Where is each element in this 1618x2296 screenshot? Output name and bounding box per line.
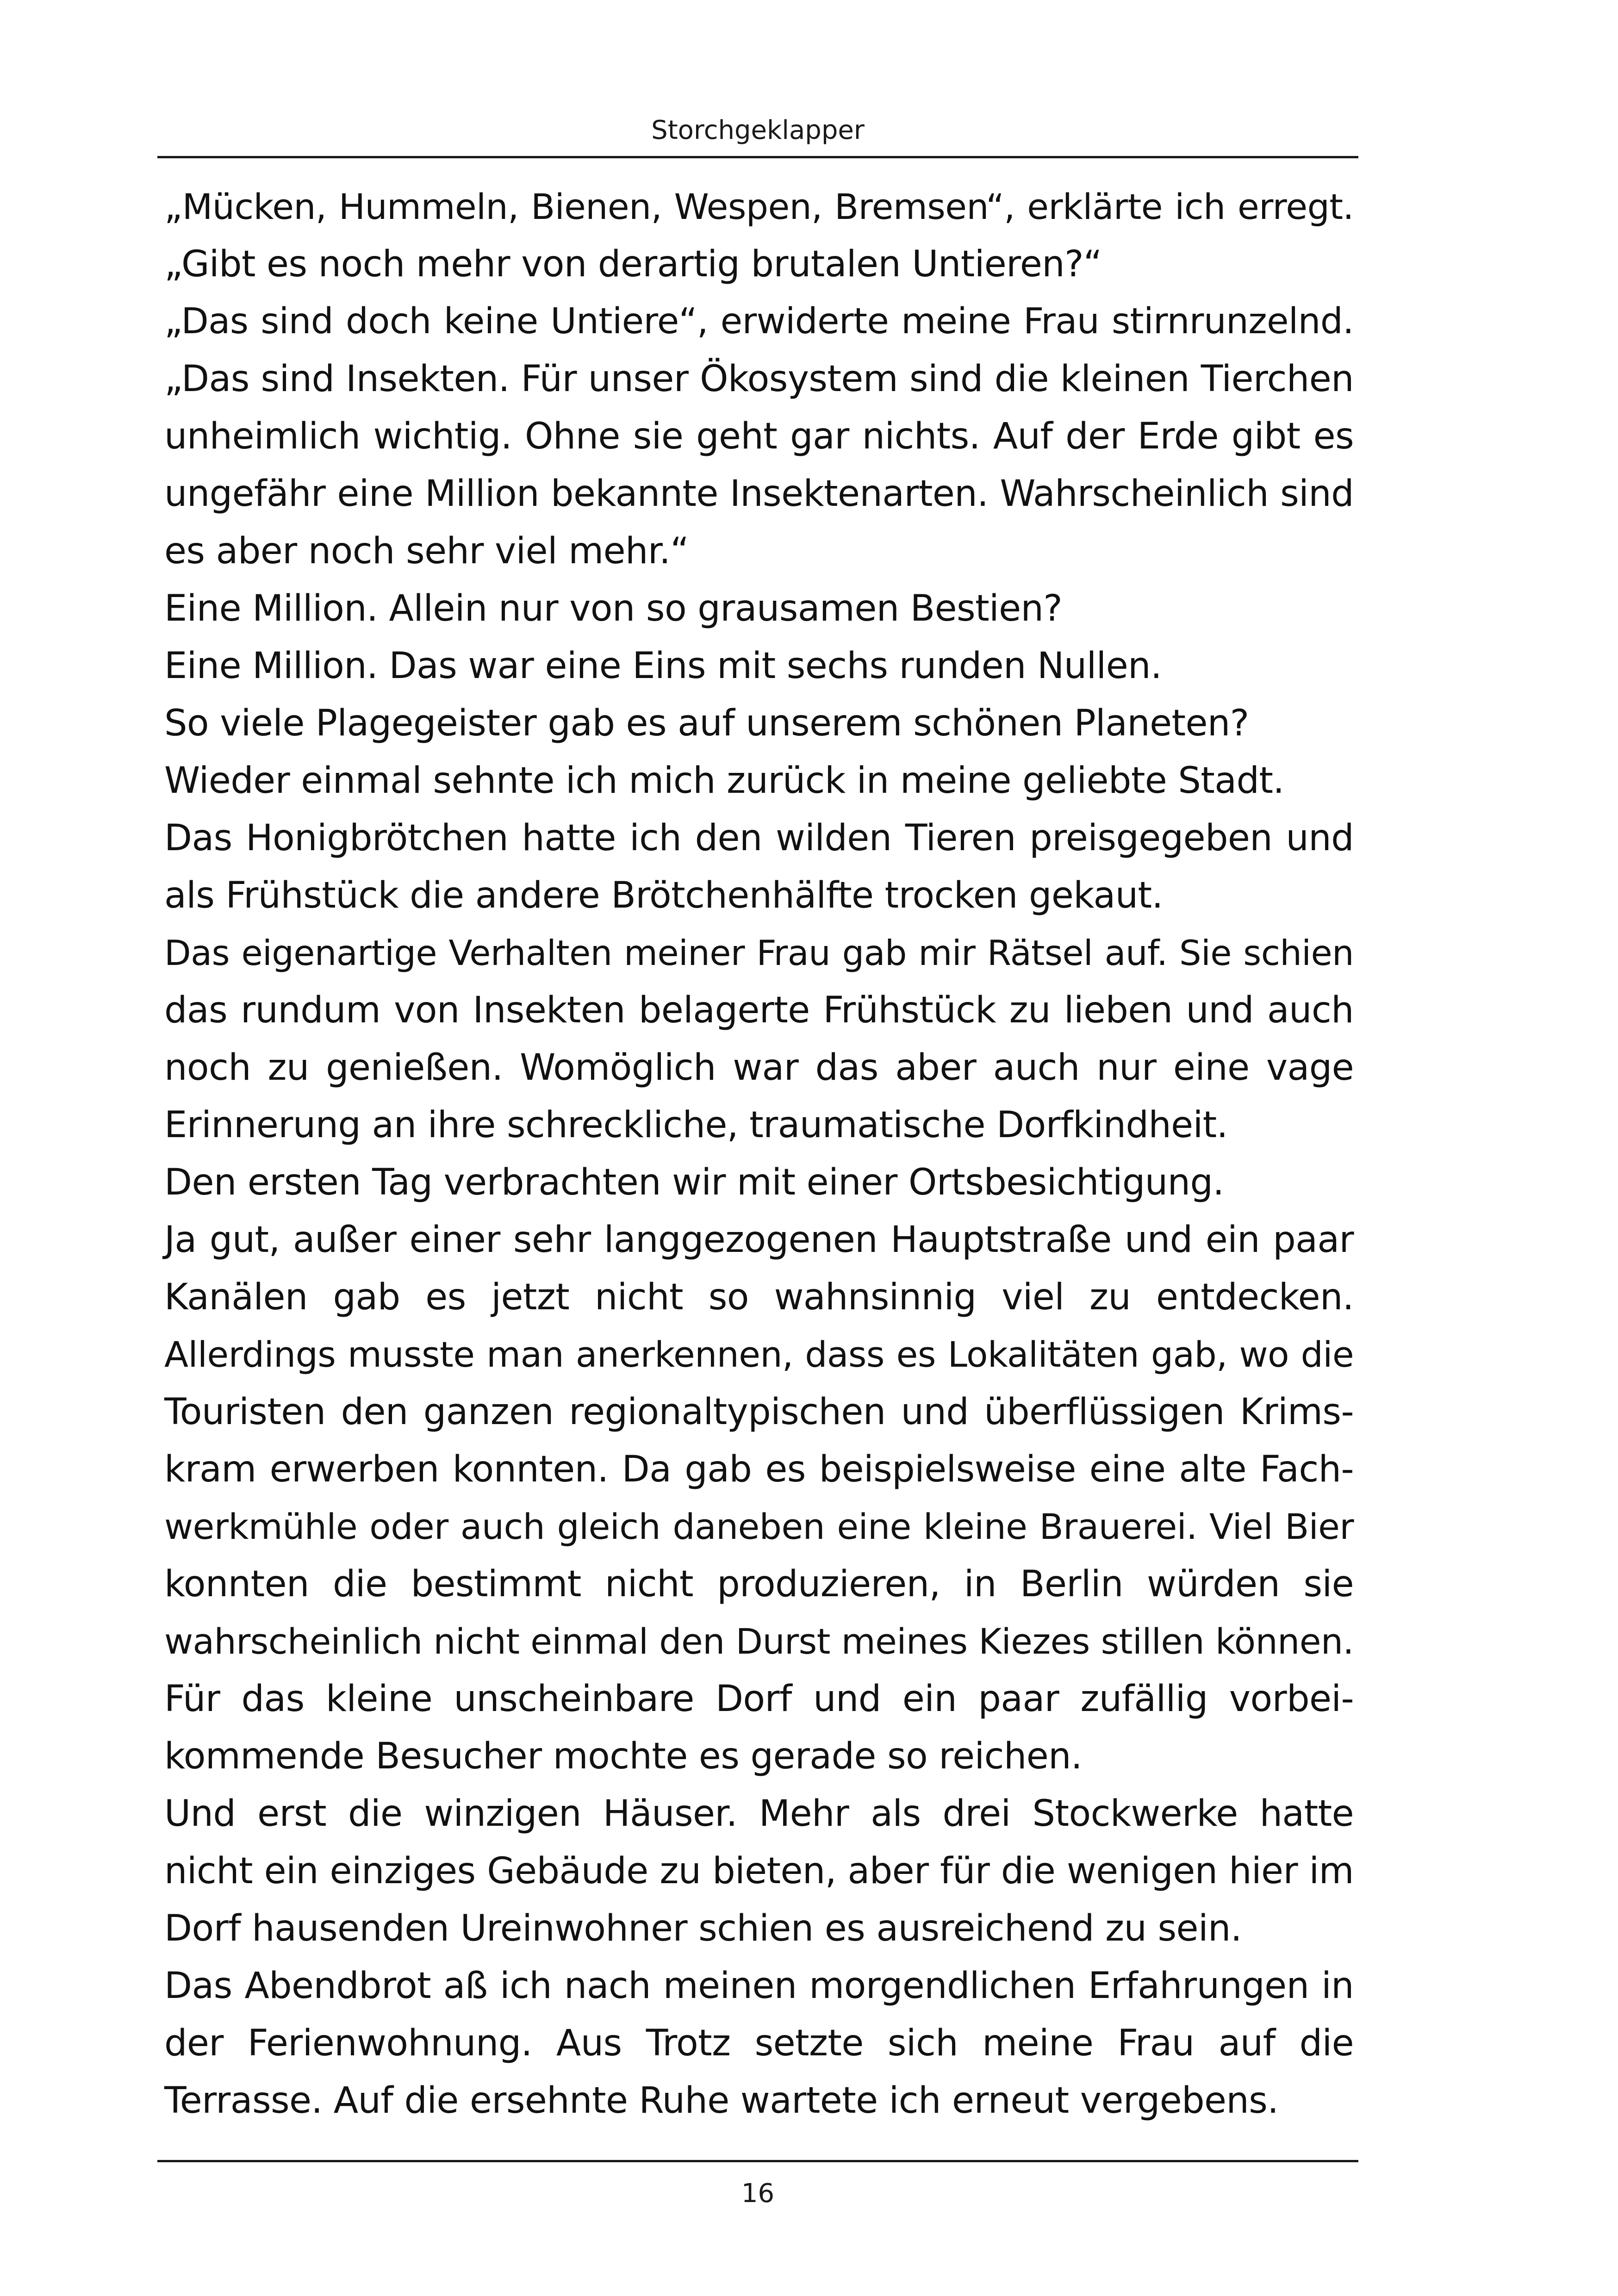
text-line: wahrscheinlich nicht einmal den Durst meines Kiezes stillen können.: [164, 1621, 1354, 1662]
text-line: Dorf hausenden Ureinwohner schien es ausreichend zu sein.: [164, 1908, 1242, 1949]
text-line: Den ersten Tag verbrachten wir mit einer Ortsbesichtigung.: [164, 1162, 1224, 1203]
text-line: nicht ein einziges Gebäude zu bieten, aber für die wenigen hier im: [164, 1850, 1354, 1892]
text-line: Touristen den ganzen regionaltypischen und überflüssigen Krims-: [164, 1391, 1354, 1433]
text-line: kram erwerben konnten. Da gab es beispielsweise eine alte Fach-: [164, 1449, 1354, 1490]
text-line: Ja gut, außer einer sehr langgezogenen Hauptstraße und ein paar: [164, 1219, 1354, 1261]
text-line: es aber noch sehr viel mehr.“: [164, 530, 689, 572]
text-line: Eine Million. Allein nur von so grausamen Bestien?: [164, 588, 1063, 629]
text-line: der Ferienwohnung. Aus Trotz setzte sich meine Frau auf die: [164, 2022, 1354, 2064]
text-line: Und erst die winzigen Häuser. Mehr als drei Stockwerke hatte: [164, 1793, 1354, 1835]
text-line: „Das sind doch keine Untiere“, erwiderte meine Frau stirnrunzelnd.: [164, 301, 1354, 342]
text-line: werkmühle oder auch gleich daneben eine kleine Brauerei. Viel Bier: [164, 1506, 1354, 1547]
text-line: Wieder einmal sehnte ich mich zurück in meine geliebte Stadt.: [164, 760, 1284, 802]
text-line: „Gibt es noch mehr von derartig brutalen Untieren?“: [164, 243, 1102, 285]
text-line: Eine Million. Das war eine Eins mit sechs runden Nullen.: [164, 645, 1162, 687]
text-line: unheimlich wichtig. Ohne sie geht gar nichts. Auf der Erde gibt es: [164, 416, 1354, 457]
header-rule: [157, 156, 1358, 158]
running-header: Storchgeklapper: [651, 115, 865, 145]
text-line: Kanälen gab es jetzt nicht so wahnsinnig viel zu entdecken.: [164, 1276, 1354, 1318]
text-line: noch zu genießen. Womöglich war das aber auch nur eine vage: [164, 1047, 1354, 1089]
text-line: Das Honigbrötchen hatte ich den wilden Tieren preisgegeben und: [164, 817, 1354, 859]
text-line: Das Abendbrot aß ich nach meinen morgendlichen Erfahrungen in: [164, 1965, 1354, 2007]
text-line: Terrasse. Auf die ersehnte Ruhe wartete ich erneut vergebens.: [164, 2080, 1279, 2122]
text-line: Für das kleine unscheinbare Dorf und ein paar zufällig vorbei-: [164, 1678, 1354, 1720]
text-line: das rundum von Insekten belagerte Frühstück zu lieben und auch: [164, 989, 1354, 1031]
text-line: Das eigenartige Verhalten meiner Frau gab mir Rätsel auf. Sie schien: [164, 933, 1354, 973]
text-line: Allerdings musste man anerkennen, dass es Lokalitäten gab, wo die: [164, 1334, 1354, 1375]
text-line: als Frühstück die andere Brötchenhälfte trocken gekaut.: [164, 875, 1163, 916]
footer-rule: [157, 2160, 1358, 2162]
text-line: konnten die bestimmt nicht produzieren, in Berlin würden sie: [164, 1563, 1354, 1605]
body-text: [164, 178, 1354, 2129]
text-line: So viele Plagegeister gab es auf unserem schönen Planeten?: [164, 703, 1249, 744]
text-line: ungefähr eine Million bekannte Insektenarten. Wahrscheinlich sind: [164, 473, 1354, 515]
page-number: 16: [741, 2178, 775, 2209]
text-line: „Mücken, Hummeln, Bienen, Wespen, Bremsen“, erklärte ich erregt.: [164, 186, 1354, 227]
text-line: kommende Besucher mochte es gerade so reichen.: [164, 1736, 1083, 1777]
text-line: „Das sind Insekten. Für unser Ökosystem sind die kleinen Tierchen: [164, 358, 1354, 400]
text-line: Erinnerung an ihre schreckliche, traumatische Dorfkindheit.: [164, 1104, 1228, 1146]
